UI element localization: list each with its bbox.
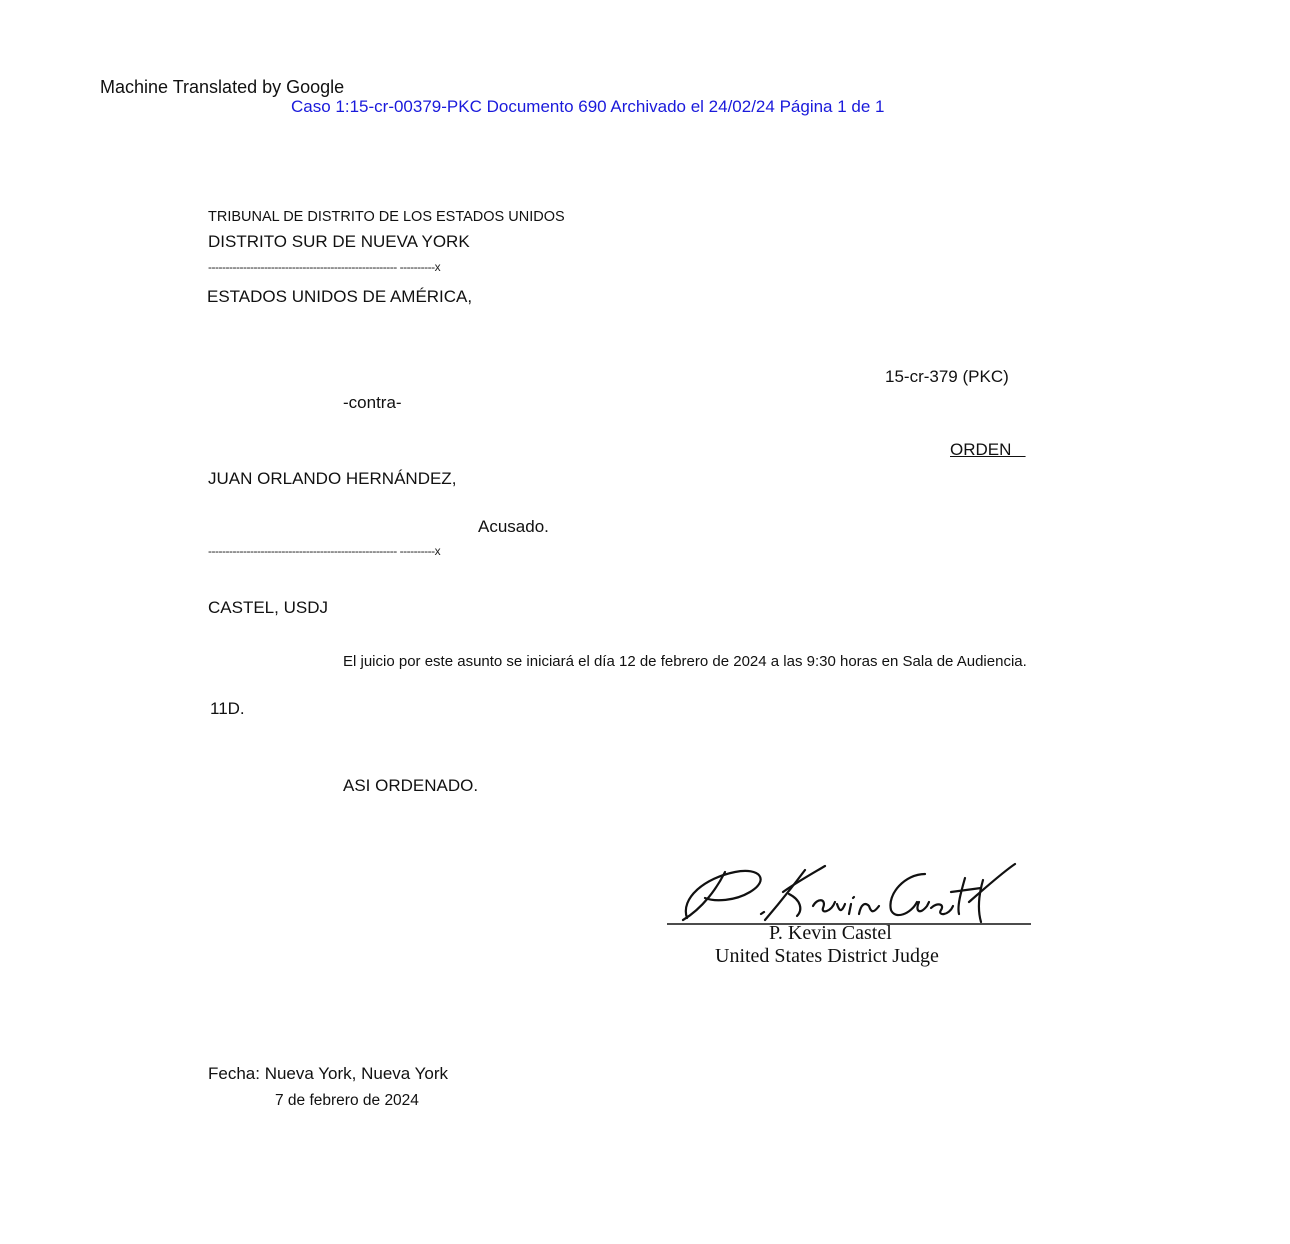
judge-header: CASTEL, USDJ: [208, 598, 328, 617]
defendant-role: Acusado.: [478, 517, 549, 536]
order-paragraph-line-2: 11D.: [210, 699, 245, 718]
order-title: ORDEN: [950, 440, 1026, 459]
caption-separator-bottom: ------------------------------------------------------ ----------x: [208, 544, 441, 558]
caption-separator-top: ------------------------------------------------------ ----------x: [208, 260, 441, 274]
machine-translation-banner: Machine Translated by Google: [100, 77, 345, 97]
handwritten-signature: [665, 858, 1035, 932]
court-district: DISTRITO SUR DE NUEVA YORK: [208, 232, 470, 251]
document-header-line: Caso 1:15-cr-00379-PKC Documento 690 Archivado el 24/02/24 Página 1 de 1: [291, 97, 885, 116]
plaintiff-name: ESTADOS UNIDOS DE AMÉRICA,: [207, 287, 473, 306]
order-paragraph-line-1: El juicio por este asunto se iniciará el día 12 de febrero de 2024 a las 9:30 horas en Sala de Audiencia.: [343, 653, 1027, 670]
case-number: 15-cr-379 (PKC): [885, 367, 1009, 386]
dated-place: Fecha: Nueva York, Nueva York: [208, 1064, 449, 1083]
court-name: TRIBUNAL DE DISTRITO DE LOS ESTADOS UNIDOS: [208, 209, 565, 225]
dated-date: 7 de febrero de 2024: [275, 1092, 419, 1109]
signer-title: United States District Judge: [715, 945, 939, 967]
defendant-name: JUAN ORLANDO HERNÁNDEZ,: [208, 469, 457, 488]
so-ordered: ASI ORDENADO.: [343, 776, 479, 795]
versus-label: -contra-: [343, 393, 402, 412]
signer-name: P. Kevin Castel: [769, 922, 892, 944]
